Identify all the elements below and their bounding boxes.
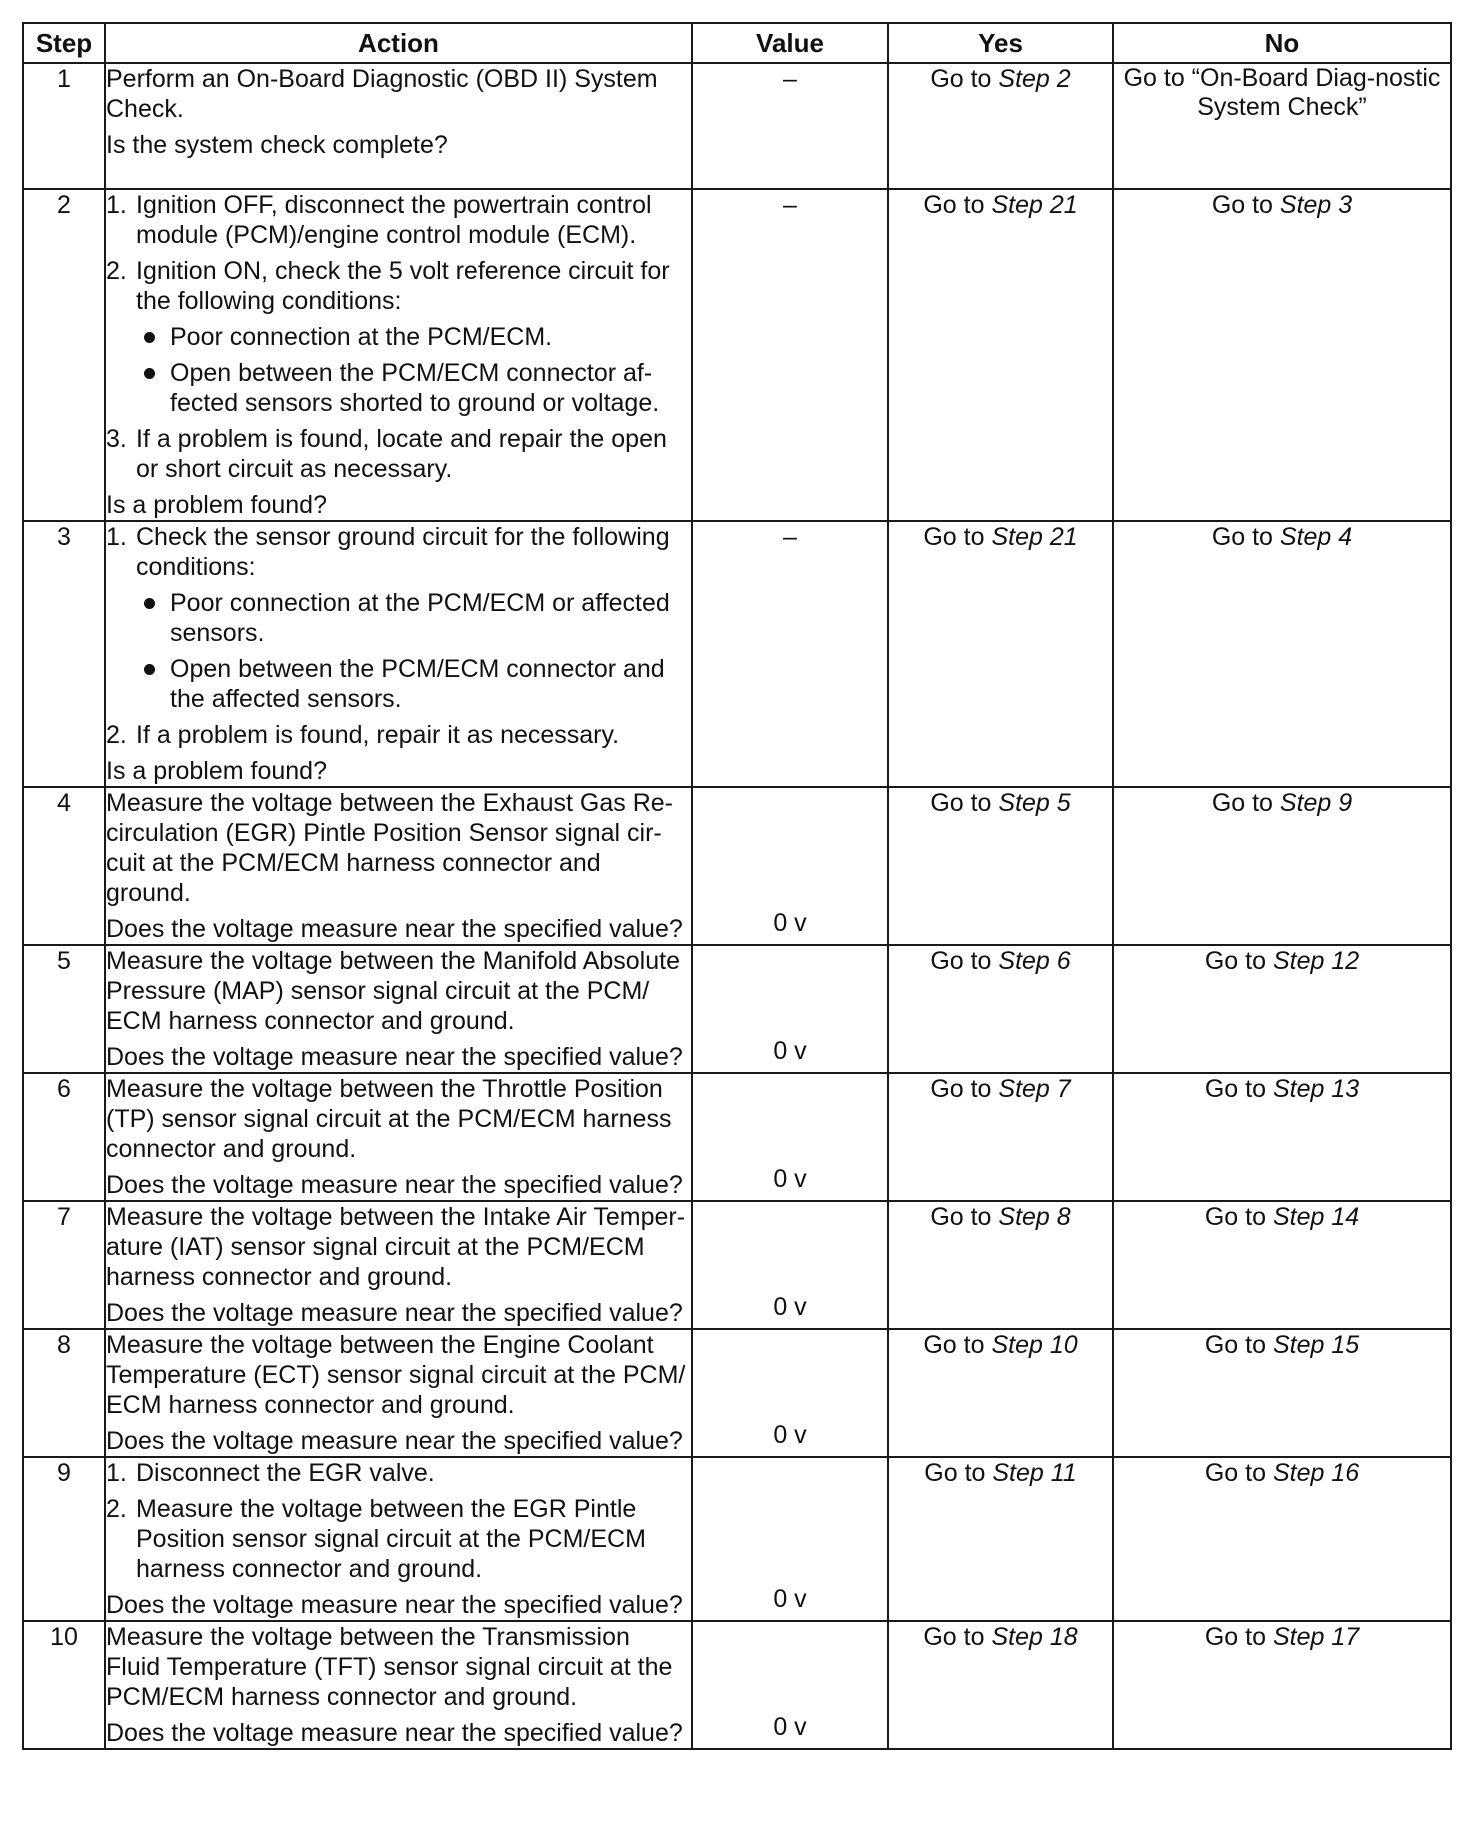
goto-prefix: Go to (923, 1623, 992, 1651)
condition-list (136, 322, 691, 418)
action-question: Does the voltage measure near the specified value? (106, 1299, 683, 1327)
value-cell: 0 v (692, 1621, 888, 1749)
action-step-text: Measure the voltage between the EGR Pintle Position sensor signal circuit at the PCM/ECM harness connector and ground. (136, 1495, 646, 1583)
action-step-text: If a problem is found, locate and repair the open or short circuit as necessary. (136, 425, 667, 483)
value-cell: 0 v (692, 1073, 888, 1201)
no-cell (1113, 1621, 1451, 1749)
table-row (23, 1201, 1451, 1329)
step-number: 10 (23, 1621, 105, 1749)
table-row (23, 1457, 1451, 1621)
action-step-text: If a problem is found, repair it as necessary. (136, 721, 620, 749)
condition-list (136, 588, 691, 714)
action-cell (105, 189, 692, 521)
header-step: Step (23, 23, 105, 63)
action-question: Does the voltage measure near the specified value? (106, 1719, 683, 1747)
goto-step: Step 11 (992, 1459, 1077, 1487)
condition-item (140, 358, 691, 418)
goto-prefix: Go to (1204, 1623, 1273, 1651)
step-number: 1 (23, 63, 105, 189)
no-cell (1113, 787, 1451, 945)
action-cell (105, 521, 692, 787)
step-number: 2 (23, 189, 105, 521)
step-number: 6 (23, 1073, 105, 1201)
goto-step: Step 2 (998, 65, 1071, 93)
goto-step: Step 9 (1279, 789, 1353, 817)
header-row (23, 23, 1451, 63)
no-cell (1113, 1073, 1451, 1201)
header-yes: Yes (888, 23, 1113, 63)
goto-step: Step 17 (1272, 1623, 1360, 1651)
goto-prefix: Go to (923, 191, 992, 219)
goto-step: Step 16 (1272, 1459, 1360, 1487)
header-value: Value (692, 23, 888, 63)
table-row (23, 945, 1451, 1073)
table-row (23, 63, 1451, 189)
condition-item (140, 322, 691, 352)
step-number: 5 (23, 945, 105, 1073)
no-cell (1113, 945, 1451, 1073)
action-question: Is a problem found? (106, 491, 327, 519)
step-number: 9 (23, 1457, 105, 1621)
table-row (23, 189, 1451, 521)
no-cell (1113, 189, 1451, 521)
action-text: Measure the voltage between the Intake Air Temper-ature (IAT) sensor signal circuit at the PCM/ECM harness connector and ground. (106, 1203, 686, 1291)
action-step (106, 720, 691, 750)
action-step (106, 522, 691, 714)
action-cell (105, 1073, 692, 1201)
action-step (106, 1494, 691, 1584)
action-question: Does the voltage measure near the specified value? (106, 1043, 683, 1071)
yes-cell (888, 189, 1113, 521)
bullet-icon (144, 598, 155, 609)
action-question: Is a problem found? (106, 757, 327, 785)
action-steps (106, 1458, 691, 1584)
goto-step: Step 13 (1272, 1075, 1360, 1103)
goto-step: Step 5 (998, 789, 1071, 817)
condition-item (140, 588, 691, 648)
yes-cell (888, 521, 1113, 787)
bullet-icon (144, 332, 155, 343)
value-cell: 0 v (692, 1329, 888, 1457)
goto-prefix: Go to (924, 1459, 993, 1487)
no-cell: Go to “On-Board Diag-nostic System Check” (1113, 63, 1451, 189)
goto-prefix: Go to (923, 1331, 992, 1359)
no-cell (1113, 1457, 1451, 1621)
table-body (23, 63, 1451, 1749)
action-cell (105, 945, 692, 1073)
action-step-number: 2. (106, 257, 127, 285)
yes-cell (888, 1457, 1113, 1621)
yes-cell (888, 1201, 1113, 1329)
value-cell: 0 v (692, 1201, 888, 1329)
value-cell: 0 v (692, 1457, 888, 1621)
no-cell (1113, 1329, 1451, 1457)
condition-text: Poor connection at the PCM/ECM. (170, 323, 553, 351)
goto-prefix: Go to (930, 1075, 999, 1103)
goto-prefix: Go to (1204, 1203, 1273, 1231)
step-number: 3 (23, 521, 105, 787)
goto-step: Step 15 (1272, 1331, 1360, 1359)
goto-prefix: Go to (1204, 1075, 1273, 1103)
bullet-icon (144, 368, 155, 379)
yes-cell (888, 1073, 1113, 1201)
goto-step: Step 7 (998, 1075, 1071, 1103)
action-step (106, 1458, 691, 1488)
goto-prefix: Go to (930, 65, 999, 93)
action-cell (105, 63, 692, 189)
action-text: Measure the voltage between the Transmission Fluid Temperature (TFT) sensor signal circuit at the PCM/ECM harness connector and ground. (106, 1623, 673, 1711)
action-question: Does the voltage measure near the specified value? (106, 915, 683, 943)
goto-step: Step 12 (1272, 947, 1360, 975)
action-steps (106, 190, 691, 484)
action-step (106, 424, 691, 484)
goto-step: Step 4 (1279, 523, 1353, 551)
table-row (23, 1329, 1451, 1457)
yes-cell (888, 1329, 1113, 1457)
goto-prefix: Go to (1211, 523, 1280, 551)
no-cell (1113, 521, 1451, 787)
bullet-icon (144, 664, 155, 675)
value-cell: – (692, 521, 888, 787)
action-cell (105, 1201, 692, 1329)
condition-text: Poor connection at the PCM/ECM or affected sensors. (170, 589, 670, 647)
action-question: Does the voltage measure near the specified value? (106, 1591, 683, 1619)
goto-step: Step 10 (991, 1331, 1078, 1359)
yes-cell (888, 1621, 1113, 1749)
action-text: Perform an On-Board Diagnostic (OBD II) System Check. (106, 65, 658, 123)
action-step-number: 1. (106, 191, 127, 219)
goto-step: Step 18 (991, 1623, 1078, 1651)
step-number: 8 (23, 1329, 105, 1457)
header-no: No (1113, 23, 1451, 63)
action-question: Does the voltage measure near the specified value? (106, 1171, 683, 1199)
goto-step: Step 14 (1272, 1203, 1360, 1231)
condition-item (140, 654, 691, 714)
goto-step: Step 6 (998, 947, 1071, 975)
action-text: Measure the voltage between the Manifold Absolute Pressure (MAP) sensor signal circuit at the PCM/ ECM harness connector and ground. (106, 947, 680, 1035)
action-cell (105, 1457, 692, 1621)
goto-prefix: Go to (1204, 1459, 1273, 1487)
action-step-number: 1. (106, 1459, 127, 1487)
no-cell (1113, 1201, 1451, 1329)
action-step (106, 256, 691, 418)
action-step-text: Ignition ON, check the 5 volt reference circuit for the following conditions: (136, 257, 670, 315)
goto-step: Step 21 (991, 191, 1078, 219)
header-action: Action (105, 23, 692, 63)
action-step-number: 2. (106, 1495, 127, 1523)
action-question: Is the system check complete? (106, 131, 448, 159)
action-steps (106, 522, 691, 750)
goto-step: Step 21 (991, 523, 1078, 551)
goto-prefix: Go to (930, 1203, 999, 1231)
action-step-text: Check the sensor ground circuit for the following conditions: (136, 523, 670, 581)
goto-prefix: Go to (930, 789, 999, 817)
value-cell: 0 v (692, 787, 888, 945)
value-cell: – (692, 63, 888, 189)
value-cell: 0 v (692, 945, 888, 1073)
action-text: Measure the voltage between the Throttle Position (TP) sensor signal circuit at the PCM/ECM harness connector and ground. (106, 1075, 672, 1163)
action-text: Measure the voltage between the Exhaust Gas Re-circulation (EGR) Pintle Position Sensor signal cir-cuit at the PCM/ECM harness connector and ground. (106, 789, 673, 907)
table-row (23, 787, 1451, 945)
action-step-text: Disconnect the EGR valve. (136, 1459, 435, 1487)
action-step-number: 1. (106, 523, 127, 551)
condition-text: Open between the PCM/ECM connector af-fected sensors shorted to ground or voltage. (170, 359, 660, 417)
goto-prefix: Go to (1204, 947, 1273, 975)
action-cell (105, 1621, 692, 1749)
action-step (106, 190, 691, 250)
action-cell (105, 1329, 692, 1457)
value-cell: – (692, 189, 888, 521)
action-text: Measure the voltage between the Engine Coolant Temperature (ECT) sensor signal circuit at the PCM/ ECM harness connector and ground. (106, 1331, 686, 1419)
condition-text: Open between the PCM/ECM connector and the affected sensors. (170, 655, 665, 713)
action-step-number: 2. (106, 721, 127, 749)
yes-cell (888, 945, 1113, 1073)
action-cell (105, 787, 692, 945)
goto-prefix: Go to (930, 947, 999, 975)
goto-prefix: Go to (923, 523, 992, 551)
yes-cell (888, 63, 1113, 189)
step-number: 7 (23, 1201, 105, 1329)
diagnostic-table (22, 22, 1452, 1750)
table-row (23, 1621, 1451, 1749)
action-step-text: Ignition OFF, disconnect the powertrain control module (PCM)/engine control module (ECM). (136, 191, 652, 249)
action-question: Does the voltage measure near the specified value? (106, 1427, 683, 1455)
yes-cell (888, 787, 1113, 945)
step-number: 4 (23, 787, 105, 945)
table-row (23, 521, 1451, 787)
goto-step: Step 3 (1279, 191, 1353, 219)
goto-prefix: Go to (1211, 191, 1280, 219)
action-step-number: 3. (106, 425, 127, 453)
goto-step: Step 8 (998, 1203, 1071, 1231)
goto-prefix: Go to (1204, 1331, 1273, 1359)
goto-prefix: Go to (1211, 789, 1280, 817)
table-row (23, 1073, 1451, 1201)
